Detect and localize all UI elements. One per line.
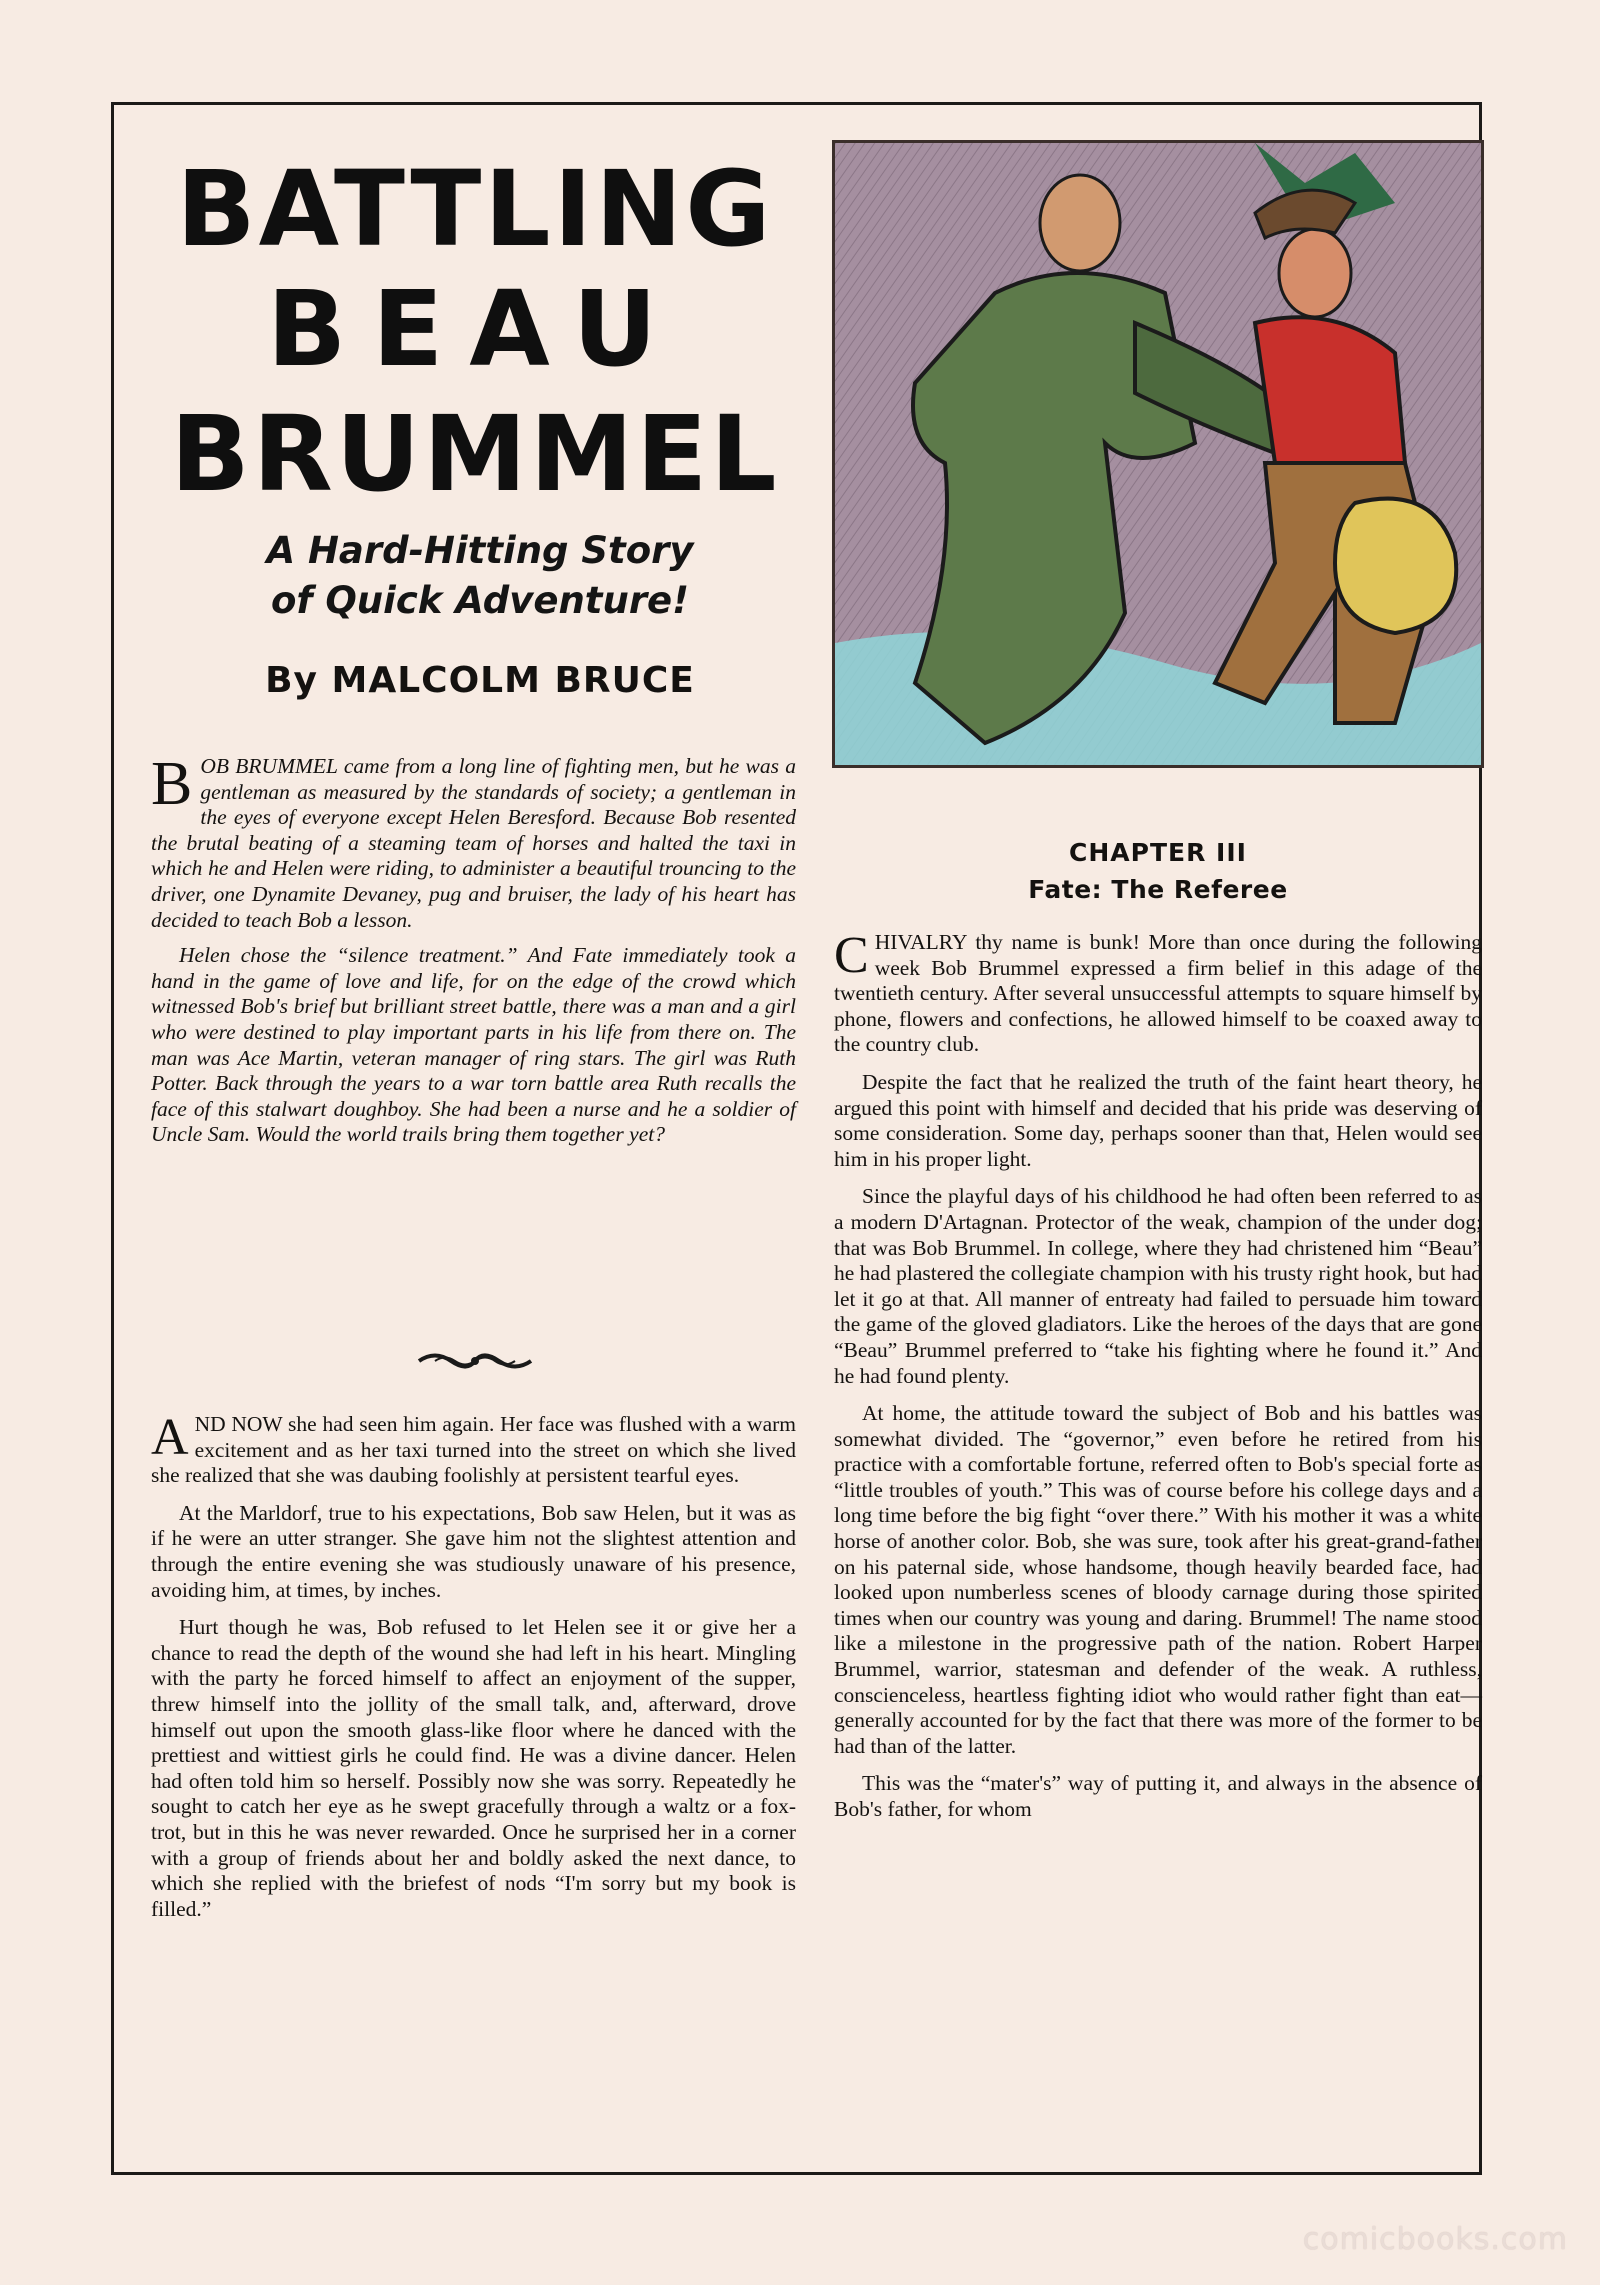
story-title-line-1: BATTLING — [176, 148, 774, 270]
subtitle-line-1: A Hard-Hitting Story — [266, 529, 694, 572]
right-paragraph-5: This was the “mater's” way of putting it, and always in the absence of Bob's father, for whom — [834, 1771, 1482, 1821]
subtitle-line-2: of Quick Adventure! — [270, 579, 690, 622]
chapter-heading — [832, 838, 1484, 904]
left-paragraph-2: At the Marldorf, true to his expectations, Bob saw Helen, but it was as if he were an utter stranger. She gave him not the slightest attention and through the entire evening she was studiously unaware of his presence, avoiding him, at times, by inches. — [151, 1500, 796, 1602]
left-paragraph-1 — [151, 1409, 796, 1489]
story-subtitle — [220, 526, 740, 626]
author-byline: By MALCOLM BRUCE — [265, 660, 695, 701]
left-paragraph-3: Hurt though he was, Bob refused to let Helen see it or give her a chance to read the depth of the wound she had left in his heart. Mingling with the party he forced himself to affect an enjoyment of the supper, threw himself into the jollity of the small talk, and, afterward, drove himself out upon the smooth glass-like floor where he danced with the prettiest and wittiest girls he could find. He was a divine dancer. Helen had often told him so herself. Possibly now she was sorry. Repeatedly he sought to catch her eye as he swept gracefully through a waltz or a fox-trot, but in this he was never rewarded. Once he surprised her in a corner with a group of friends about her and boldly asked the next dance, to which she replied with the briefest of nods “I'm sorry but my book is filled.” — [151, 1615, 796, 1921]
story-title-line-3: BRUMMEL — [170, 393, 780, 515]
right-paragraph-2: Despite the fact that he realized the truth of the faint heart theory, he argued this point with himself and decided that his pride was deserving of some consideration. Some day, perhaps sooner than that, Helen would see him in his proper light. — [834, 1069, 1482, 1171]
ornament-divider-icon — [415, 1348, 535, 1374]
story-title-line-2: BEAU — [266, 268, 684, 390]
left-dropcap: A — [151, 1409, 189, 1466]
right-paragraph-3: Since the playful days of his childhood he had often been referred to as a modern D'Artagnan. Protector of the weak, champion of the under dog; that was Bob Brummel. In college, where they had christened him “Beau” he had plastered the collegiate champion with his trusty right hook, but had let it go at that. All manner of entreaty had failed to persuade him toward the game of the gloved gladiators. Like the heroes of the days that are gone “Beau” Brummel preferred to “take his fighting where he found it.” And he had found plenty. — [834, 1184, 1482, 1388]
intro-paragraph-1 — [151, 750, 796, 933]
site-watermark: comicbooks.com — [1302, 2222, 1568, 2257]
intro-paragraph-1-text: OB BRUMMEL came from a long line of fighting men, but he was a gentleman as measured by the standards of society; a gentleman in the eyes of everyone except Helen Beresford. Because Bob resented the brutal beating of a steaming team of horses and halted the taxi in which he and Helen were riding, to administer a beautiful trouncing to the driver, one Dynamite Devaney, pug and bruiser, the lady of his heart has decided to teach Bob a lesson. — [151, 754, 796, 932]
right-paragraph-1 — [834, 927, 1482, 1058]
intro-dropcap: B — [151, 750, 193, 818]
right-dropcap: C — [834, 927, 869, 984]
left-paragraph-1-text: ND NOW she had seen him again. Her face was flushed with a warm excitement and as her taxi turned into the street on which she lived she realized that she was daubing foolishly at persistent tearful eyes. — [151, 1412, 796, 1488]
left-column-body — [151, 1409, 796, 1934]
chapter-number: CHAPTER III — [1069, 838, 1247, 867]
fight-scene-illustration-icon — [832, 140, 1484, 768]
chapter-title: Fate: The Referee — [1028, 875, 1288, 904]
right-column-body — [834, 927, 1482, 1835]
intro-paragraph-2: Helen chose the “silence treatment.” And Fate immediately took a hand in the game of love and life, for on the edge of the crowd which witnessed Bob's brief but brilliant street battle, there was a man and a girl who were destined to play important parts in his life from there on. The man was Ace Martin, veteran manager of ring stars. The girl was Ruth Potter. Back through the years to a war torn battle area Ruth recalls the face of this stalwart doughboy. She had been a nurse and he a soldier of Uncle Sam. Would the world trails bring them together yet? — [151, 943, 796, 1147]
right-paragraph-1-text: HIVALRY thy name is bunk! More than once during the following week Bob Brummel expressed a firm belief in this adage of the twentieth century. After several unsuccessful attempts to square himself by phone, flowers and confections, he allowed himself to be coaxed away to the country club. — [834, 930, 1482, 1057]
right-paragraph-4: At home, the attitude toward the subject of Bob and his battles was somewhat divided. The “governor,” even before he retired from his practice with a comfortable fortune, referred often to Bob's special forte as “little troubles of youth.” This was of course before his college days and a long time before the big fight “over there.” With his mother it was a white horse of another color. Bob, she was sure, took after his great-grand-father on his paternal side, whose handsome, though heavily bearded face, had looked upon numberless scenes of bloody carnage during those spirited times when our country was young and daring. Brummel! The name stood like a milestone in the progressive path of the nation. Robert Harper Brummel, warrior, statesman and defender of the weak. A ruthless, conscienceless, heartless fighting idiot who would rather fight than eat—generally accounted for by the fact that there was more of the former to be had than of the latter. — [834, 1401, 1482, 1758]
story-intro — [151, 750, 796, 1158]
